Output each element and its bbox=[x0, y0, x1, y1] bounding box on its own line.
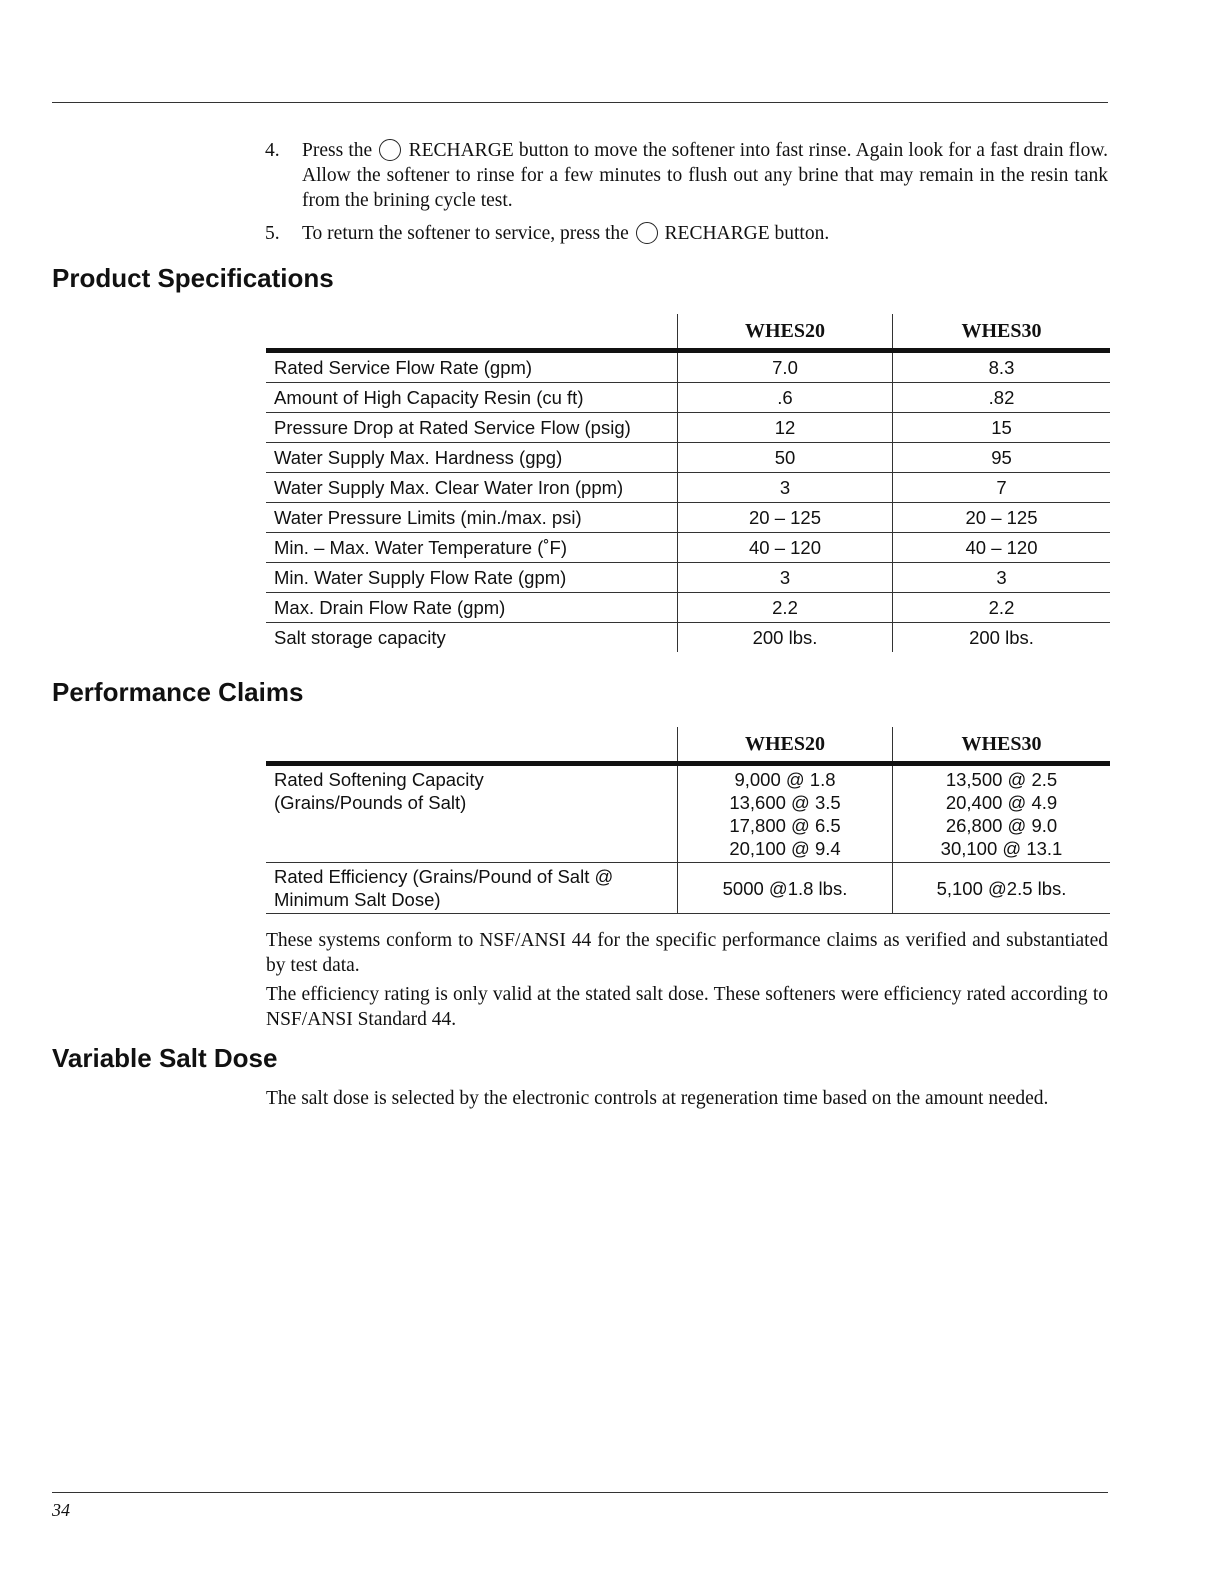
label-line: Minimum Salt Dose) bbox=[274, 889, 441, 910]
whes20-value: 2.2 bbox=[678, 593, 893, 623]
label-line: Rated Efficiency (Grains/Pound of Salt @ bbox=[274, 866, 614, 887]
product-specifications-table bbox=[266, 314, 1110, 652]
whes30-value: 40 – 120 bbox=[893, 533, 1111, 563]
conformance-note: These systems conform to NSF/ANSI 44 for the specific performance claims as verified and substantiated by test data. bbox=[266, 930, 1108, 976]
table-row bbox=[266, 473, 1110, 503]
value-line: 26,800 @ 9.0 bbox=[945, 815, 1058, 836]
variable-salt-dose-text: The salt dose is selected by the electronic controls at regeneration time based on the amount needed. bbox=[266, 1088, 1049, 1109]
column-header-whes20: WHES20 bbox=[678, 314, 893, 351]
table-row bbox=[266, 593, 1110, 623]
header-rule bbox=[52, 102, 1108, 103]
row-label: Pressure Drop at Rated Service Flow (psig) bbox=[266, 413, 678, 443]
whes20-value: 3 bbox=[678, 473, 893, 503]
whes20-value: 3 bbox=[678, 563, 893, 593]
whes30-value: 2.2 bbox=[893, 593, 1111, 623]
whes20-value: 50 bbox=[678, 443, 893, 473]
column-header-whes20: WHES20 bbox=[678, 727, 893, 764]
whes30-value: 8.3 bbox=[893, 351, 1111, 383]
value-line: 30,100 @ 13.1 bbox=[940, 838, 1063, 859]
whes30-value: 20 – 125 bbox=[893, 503, 1111, 533]
footer-rule bbox=[52, 1492, 1108, 1493]
label-line: Rated Softening Capacity bbox=[274, 769, 484, 790]
efficiency-note: The efficiency rating is only valid at the stated salt dose. These softeners were efficiency rated according to NSF/ANSI Standard 44. bbox=[266, 984, 1108, 1030]
table-header-row bbox=[266, 727, 1110, 764]
value-line: 9,000 @ 1.8 bbox=[734, 769, 836, 790]
row-label: Water Pressure Limits (min./max. psi) bbox=[266, 503, 678, 533]
whes20-value: 200 lbs. bbox=[678, 623, 893, 653]
table-row bbox=[266, 533, 1110, 563]
row-label: Amount of High Capacity Resin (cu ft) bbox=[266, 383, 678, 413]
step-text-after: RECHARGE button. bbox=[664, 223, 830, 244]
table-row bbox=[266, 443, 1110, 473]
row-label: Water Supply Max. Hardness (gpg) bbox=[266, 443, 678, 473]
row-label: Max. Drain Flow Rate (gpm) bbox=[266, 593, 678, 623]
step-text-before: To return the softener to service, press the bbox=[302, 223, 629, 244]
value-line: 13,500 @ 2.5 bbox=[945, 769, 1058, 790]
whes30-value: 5,100 @2.5 lbs. bbox=[893, 863, 1111, 914]
column-header-whes30: WHES30 bbox=[893, 727, 1111, 764]
product-specifications-heading: Product Specifications bbox=[52, 263, 334, 293]
value-line: 20,400 @ 4.9 bbox=[945, 792, 1058, 813]
table-header-row bbox=[266, 314, 1110, 351]
whes30-value: 95 bbox=[893, 443, 1111, 473]
whes20-value: 12 bbox=[678, 413, 893, 443]
whes30-value bbox=[893, 764, 1111, 863]
step-5 bbox=[265, 221, 1108, 246]
table-row bbox=[266, 623, 1110, 653]
value-line: 13,600 @ 3.5 bbox=[729, 792, 841, 813]
whes20-value: 40 – 120 bbox=[678, 533, 893, 563]
table-row bbox=[266, 383, 1110, 413]
column-header-label bbox=[266, 314, 678, 351]
table-row bbox=[266, 351, 1110, 383]
recharge-button-icon bbox=[636, 222, 658, 244]
page-number: 34 bbox=[52, 1500, 70, 1520]
whes20-value: 20 – 125 bbox=[678, 503, 893, 533]
whes30-value: 15 bbox=[893, 413, 1111, 443]
table-row bbox=[266, 764, 1110, 863]
row-label: Water Supply Max. Clear Water Iron (ppm) bbox=[266, 473, 678, 503]
step-number: 4. bbox=[265, 140, 280, 161]
row-label: Salt storage capacity bbox=[266, 623, 678, 653]
whes30-value: 7 bbox=[893, 473, 1111, 503]
step-text-before: Press the bbox=[302, 140, 373, 161]
row-label bbox=[266, 764, 678, 863]
whes30-value: 200 lbs. bbox=[969, 626, 1034, 648]
table-row bbox=[266, 503, 1110, 533]
instruction-steps bbox=[265, 138, 1108, 254]
whes30-value: 3 bbox=[893, 563, 1111, 593]
whes30-value: .82 bbox=[893, 383, 1111, 413]
variable-salt-dose-heading: Variable Salt Dose bbox=[52, 1043, 278, 1073]
row-label: Min. Water Supply Flow Rate (gpm) bbox=[266, 563, 678, 593]
label-line: (Grains/Pounds of Salt) bbox=[274, 792, 467, 813]
row-label bbox=[266, 863, 678, 914]
column-header-whes30: WHES30 bbox=[893, 314, 1111, 351]
column-header-label bbox=[266, 727, 678, 764]
performance-claims-heading: Performance Claims bbox=[52, 677, 304, 707]
value-line: 20,100 @ 9.4 bbox=[729, 838, 841, 859]
row-label: Rated Service Flow Rate (gpm) bbox=[266, 351, 678, 383]
table-row bbox=[266, 563, 1110, 593]
performance-claims-table bbox=[266, 727, 1110, 914]
whes20-value: .6 bbox=[678, 383, 893, 413]
step-4 bbox=[265, 138, 1108, 213]
whes20-value bbox=[678, 764, 893, 863]
row-label: Min. – Max. Water Temperature (˚F) bbox=[266, 533, 678, 563]
recharge-button-icon bbox=[379, 139, 401, 161]
whes20-value: 5000 @1.8 lbs. bbox=[678, 863, 893, 914]
value-line: 17,800 @ 6.5 bbox=[729, 815, 841, 836]
table-row bbox=[266, 863, 1110, 914]
whes20-value: 7.0 bbox=[678, 351, 893, 383]
step-text-after: RECHARGE button to move the softener into fast rinse. Again look for a fast drain flow. Allow the softener to rinse for a few minutes to flush out any brine that may remain in the resin tank from the brining cycle test. bbox=[302, 140, 1109, 211]
table-row bbox=[266, 413, 1110, 443]
step-number: 5. bbox=[265, 223, 280, 244]
